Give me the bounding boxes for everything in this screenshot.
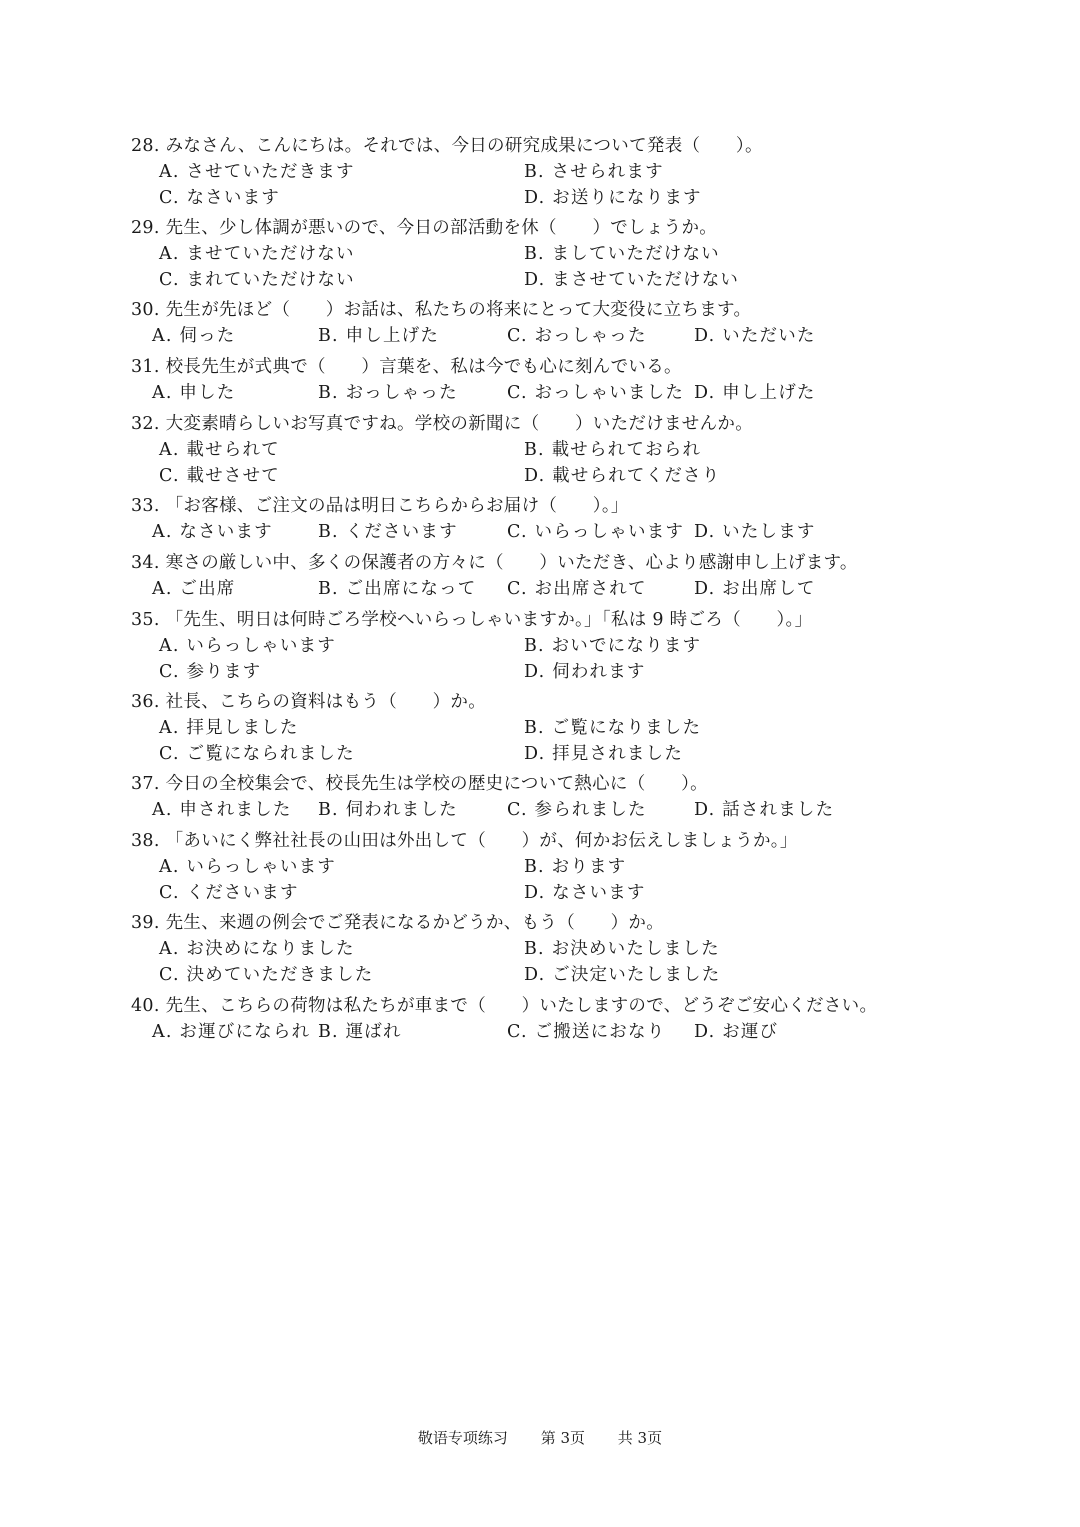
option-a: A. 申した [152, 383, 236, 403]
option-c: C. ご覧になられました [159, 744, 355, 764]
option-c: C. 参ります [159, 662, 262, 682]
footer-page-number: 第 3页 [540, 1429, 585, 1447]
option-c: C. おっしゃいました [507, 383, 685, 403]
question-38 [131, 829, 798, 853]
option-d: D. いたします [694, 522, 816, 542]
question-number: 30. [131, 300, 160, 320]
option-c: C. ご搬送におなり [507, 1022, 666, 1042]
option-b: B. 申し上げた [318, 326, 440, 346]
question-stem: 先生が先ほど（ ）お話は、私たちの将来にとって大変役に立ちます。 [165, 300, 752, 320]
question-39 [131, 911, 664, 935]
question-stem: 先生、こちらの荷物は私たちが車まで（ ）いたしますので、どうぞご安心ください。 [165, 996, 878, 1016]
option-d: D. まさせていただけない [524, 270, 740, 290]
footer-total-pages: 共 3页 [617, 1429, 663, 1447]
question-number: 31. [131, 357, 160, 377]
question-number: 40. [131, 996, 160, 1016]
option-b: B. 伺われました [318, 800, 458, 820]
question-stem: 先生、来週の例会でご発表になるかどうか、もう（ ）か。 [165, 913, 665, 933]
option-d: D. 伺われます [524, 662, 646, 682]
option-c: C. くださいます [159, 883, 299, 903]
option-c: C. 決めていただきました [159, 965, 374, 985]
question-30 [131, 298, 751, 322]
option-d: D. お運び [694, 1022, 779, 1042]
option-d: D. 載せられてくださり [524, 466, 721, 486]
option-b: B. ご出席になって [318, 579, 477, 599]
option-b: B. おいでになります [524, 636, 702, 656]
option-c: C. 参られました [507, 800, 647, 820]
option-a: A. ご出席 [152, 579, 236, 599]
page-footer [0, 1428, 1080, 1448]
option-a: A. 伺った [152, 326, 236, 346]
option-d: D. 申し上げた [694, 383, 816, 403]
option-b: B. おります [524, 857, 627, 877]
option-a: A. お運びになられ [152, 1022, 311, 1042]
question-stem: 先生、少し体調が悪いので、今日の部活動を休（ ）でしょうか。 [165, 218, 718, 238]
question-number: 34. [131, 553, 160, 573]
option-d: D. お出席して [694, 579, 816, 599]
question-34 [131, 551, 858, 575]
option-a: A. いらっしゃいます [159, 857, 336, 877]
option-a: A. ませていただけない [159, 244, 355, 264]
question-33 [131, 494, 629, 518]
question-29 [131, 216, 717, 240]
option-c: C. 載せさせて [159, 466, 280, 486]
question-number: 32. [131, 414, 160, 434]
question-35 [131, 608, 812, 632]
option-d: D. お送りになります [524, 188, 702, 208]
question-number: 37. [131, 774, 160, 794]
question-stem: みなさん、こんにちは。それでは、今日の研究成果について発表（ ）。 [165, 136, 763, 156]
option-a: A. 載せられて [159, 440, 280, 460]
question-number: 33. [131, 496, 160, 516]
question-40 [131, 994, 877, 1018]
option-d: D. なさいます [524, 883, 646, 903]
option-c: C. お出席されて [507, 579, 647, 599]
option-d: D. 拝見されました [524, 744, 684, 764]
option-c: C. いらっしゃいます [507, 522, 685, 542]
question-number: 38. [131, 831, 160, 851]
question-28 [131, 134, 763, 158]
question-number: 36. [131, 692, 160, 712]
option-b: B. おっしゃった [318, 383, 458, 403]
option-d: D. ご決定いたしました [524, 965, 721, 985]
question-37 [131, 772, 708, 796]
footer-title: 敬语专项练习 [417, 1429, 508, 1447]
question-stem: 「お客様、ご注文の品は明日こちらからお届け（ ）。」 [165, 496, 629, 516]
question-number: 39. [131, 913, 160, 933]
question-stem: 「先生、明日は何時ごろ学校へいらっしゃいますか。」「私は 9 時ごろ（ ）。」 [165, 610, 813, 630]
option-a: A. 拝見しました [159, 718, 299, 738]
question-stem: 社長、こちらの資料はもう（ ）か。 [165, 692, 487, 712]
question-31 [131, 355, 682, 379]
option-b: B. 運ばれ [318, 1022, 402, 1042]
option-b: B. させられます [524, 162, 664, 182]
option-c: C. なさいます [159, 188, 280, 208]
question-36 [131, 690, 486, 714]
option-b: B. 載せられておられ [524, 440, 702, 460]
option-b: B. くださいます [318, 522, 458, 542]
option-a: A. いらっしゃいます [159, 636, 336, 656]
question-number: 35. [131, 610, 160, 630]
option-b: B. お決めいたしました [524, 939, 720, 959]
question-stem: 「あいにく弊社社長の山田は外出して（ ）が、何かお伝えしましょうか。」 [165, 831, 798, 851]
option-a: A. させていただきます [159, 162, 355, 182]
option-b: B. ましていただけない [524, 244, 720, 264]
option-d: D. いただいた [694, 326, 816, 346]
question-stem: 校長先生が式典で（ ）言葉を、私は今でも心に刻んでいる。 [165, 357, 682, 377]
option-a: A. なさいます [152, 522, 273, 542]
question-stem: 今日の全校集会で、校長先生は学校の歴史について熱心に（ ）。 [165, 774, 708, 794]
question-stem: 大変素晴らしいお写真ですね。学校の新聞に（ ）いただけませんか。 [165, 414, 754, 434]
option-b: B. ご覧になりました [524, 718, 702, 738]
question-number: 28. [131, 136, 160, 156]
option-d: D. 話されました [694, 800, 835, 820]
question-stem: 寒さの厳しい中、多くの保護者の方々に（ ）いただき、心より感謝申し上げます。 [165, 553, 858, 573]
question-number: 29. [131, 218, 160, 238]
option-c: C. おっしゃった [507, 326, 647, 346]
option-c: C. まれていただけない [159, 270, 355, 290]
option-a: A. 申されました [152, 800, 292, 820]
option-a: A. お決めになりました [159, 939, 355, 959]
question-32 [131, 412, 753, 436]
